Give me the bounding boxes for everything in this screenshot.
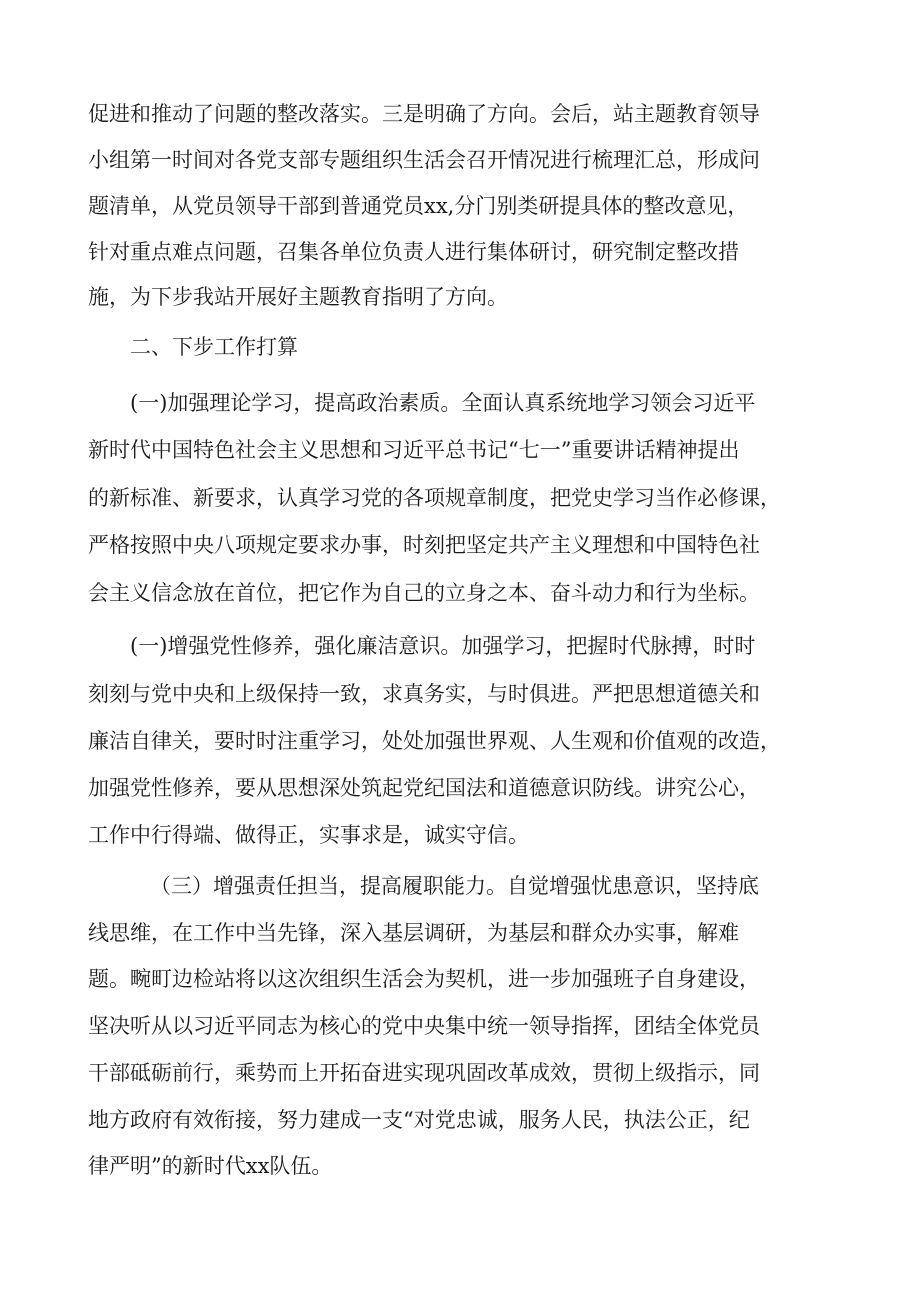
paragraph-line: (一)增强党性修养，强化廉洁意识。加强学习，把握时代脉搏，时时: [130, 634, 756, 658]
paragraph-line: 坚决听从以习近平同志为核心的党中央集中统一领导指挥，团结全体党员: [88, 1014, 760, 1038]
paragraph-line: (一)加强理论学习，提高政治素质。全面认真系统地学习领会习近平: [130, 391, 756, 415]
paragraph-line: 的新标准、新要求，认真学习党的各项规章制度，把党史学习当作必修课，: [88, 486, 781, 510]
paragraph-line: 干部砥砺前行，乘势而上开拓奋进实现巩固改革成效，贯彻上级指示，同: [88, 1061, 760, 1085]
paragraph-line: 施，为下步我站开展好主题教育指明了方向。: [88, 285, 508, 309]
paragraph-line: 工作中行得端、做得正，实事求是，诚实守信。: [88, 823, 529, 847]
paragraph-line: 题清单，从党员领导干部到普通党员xx,分门别类研提具体的整改意见，: [88, 194, 749, 218]
paragraph-line: 地方政府有效衔接，努力建成一支“对党忠诚，服务人民，执法公正，纪: [88, 1108, 750, 1132]
paragraph-line: 针对重点难点问题，召集各单位负责人进行集体研讨，研究制定整改措: [88, 240, 739, 264]
paragraph-line: 加强党性修养，要从思想深处筑起党纪国法和道德意识防线。讲究公心，: [88, 776, 760, 800]
paragraph-line: 小组第一时间对各党支部专题组织生活会召开情况进行梳理汇总，形成问: [88, 148, 760, 172]
section-heading: 二、下步工作打算: [130, 335, 298, 359]
paragraph-line: （三）增强责任担当，提高履职能力。自觉增强忧患意识，坚持底: [150, 874, 759, 898]
paragraph-line: 线思维，在工作中当先锋，深入基层调研，为基层和群众办实事，解难: [88, 921, 739, 945]
paragraph-line: 严格按照中央八项规定要求办事，时刻把坚定共产主义理想和中国特色社: [88, 533, 760, 557]
paragraph-line: 刻刻与党中央和上级保持一致，求真务实，与时俱进。严把思想道德关和: [88, 682, 760, 706]
paragraph-line: 律严明”的新时代xx队伍。: [88, 1154, 333, 1178]
paragraph-line: 新时代中国特色社会主义思想和习近平总书记“七一”重要讲话精神提出: [88, 438, 740, 462]
paragraph-line: 促进和推动了问题的整改落实。三是明确了方向。会后，站主题教育领导: [88, 102, 760, 126]
paragraph-line: 会主义信念放在首位，把它作为自己的立身之本、奋斗动力和行为坐标。: [88, 581, 760, 605]
paragraph-line: 廉洁自律关，要时时注重学习，处处加强世界观、人生观和价值观的改造，: [88, 729, 781, 753]
paragraph-line: 题。畹町边检站将以这次组织生活会为契机，进一步加强班子自身建设，: [88, 967, 760, 991]
